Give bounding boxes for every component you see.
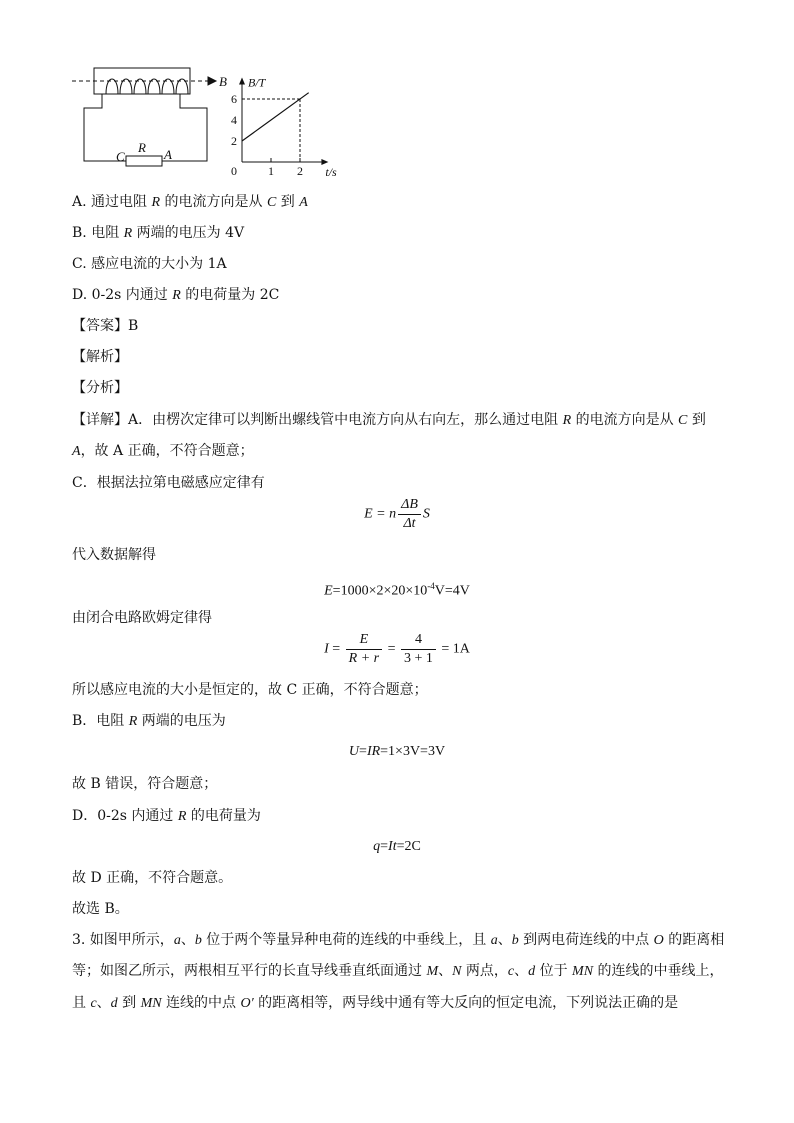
y-tick-label: 2: [231, 134, 237, 148]
solenoid-coil: [106, 79, 188, 94]
detail-c-intro: C．根据法拉第电磁感应定律有: [72, 475, 265, 491]
option-b: B. 电阻 R 两端的电压为 4V: [72, 225, 245, 241]
x-axis-label: t/s: [325, 165, 337, 179]
answer-line: 【答案】B: [72, 318, 139, 334]
detail-line-2: A，故 A 正确，不符合题意；: [72, 443, 254, 459]
c-conclusion: 所以感应电流的大小是恒定的，故 C 正确，不符合题意；: [72, 682, 428, 698]
resistor: [126, 156, 162, 166]
option-a: A. 通过电阻 R 的电流方向是从 C 到 A: [72, 194, 308, 210]
b-conclusion: 故 B 错误，符合题意；: [72, 776, 218, 792]
option-d: D. 0-2s 内通过 R 的电荷量为 2C: [72, 287, 280, 303]
problem-figure: [70, 60, 350, 180]
equation-current: I = $\frac{E}{R + r}$ = $\frac{4}{3 + 1}$ = 1A: [324, 632, 470, 666]
y-axis-arrow: [239, 78, 245, 85]
y-tick-label: 6: [231, 92, 237, 106]
question3-line-3: 且 c、d 到 MN 连线的中点 O′ 的距离相等，两导线中通有等大反向的恒定电流，下列说法正确的是: [72, 995, 679, 1011]
equation-faraday: E = n $\frac{\Delta B}{\Delta t}$ S: [364, 497, 430, 531]
y-tick-label: 4: [231, 113, 237, 127]
field-arrow-head: [208, 77, 216, 85]
resistor-label: R: [138, 140, 146, 155]
question3-line-2: 等；如图乙所示，两根相互平行的长直导线垂直纸面通过 M、N 两点，c、d 位于 MN 的连线的中垂线上，: [72, 963, 724, 979]
y-axis-label: B/T: [248, 75, 266, 90]
terminal-c-label: C: [116, 149, 125, 164]
b-intro: B．电阻 R 两端的电压为: [72, 713, 226, 729]
question3-line-1: 3. 如图甲所示，a、b 位于两个等量异种电荷的连线的中垂线上，且 a、b 到两电荷连线的中点 O 的距离相: [72, 932, 725, 948]
x-tick-label: 2: [297, 164, 303, 178]
origin-label: 0: [231, 164, 237, 178]
ohm-text: 由闭合电路欧姆定律得: [72, 610, 212, 626]
b-t-data-line: [242, 93, 309, 141]
d-intro: D．0-2s 内通过 R 的电荷量为: [72, 808, 261, 824]
fenxi-heading: 【分析】: [72, 380, 128, 396]
substitute-text: 代入数据解得: [72, 547, 156, 563]
bt-graph: [231, 76, 337, 180]
final-choice: 故选 B。: [72, 901, 129, 917]
x-tick-label: 1: [268, 164, 274, 178]
option-c: C. 感应电流的大小为 1A: [72, 256, 227, 272]
solenoid-b-label: B: [219, 74, 227, 89]
detail-line-1: 【详解】A．由楞次定律可以判断出螺线管中电流方向从右向左，那么通过电阻 R 的电流方向是从 C 到: [72, 412, 706, 428]
equation-voltage: U=IR=1×3V=3V: [348, 744, 446, 759]
equation-charge: q=It=2C: [373, 839, 421, 854]
analysis-heading: 【解析】: [72, 349, 128, 365]
terminal-a-label: A: [164, 147, 172, 162]
equation-emf: $E=1000\times 2\times 20\times 10^{-4}V=4V$: [324, 581, 470, 599]
d-conclusion: 故 D 正确，不符合题意。: [72, 870, 233, 886]
